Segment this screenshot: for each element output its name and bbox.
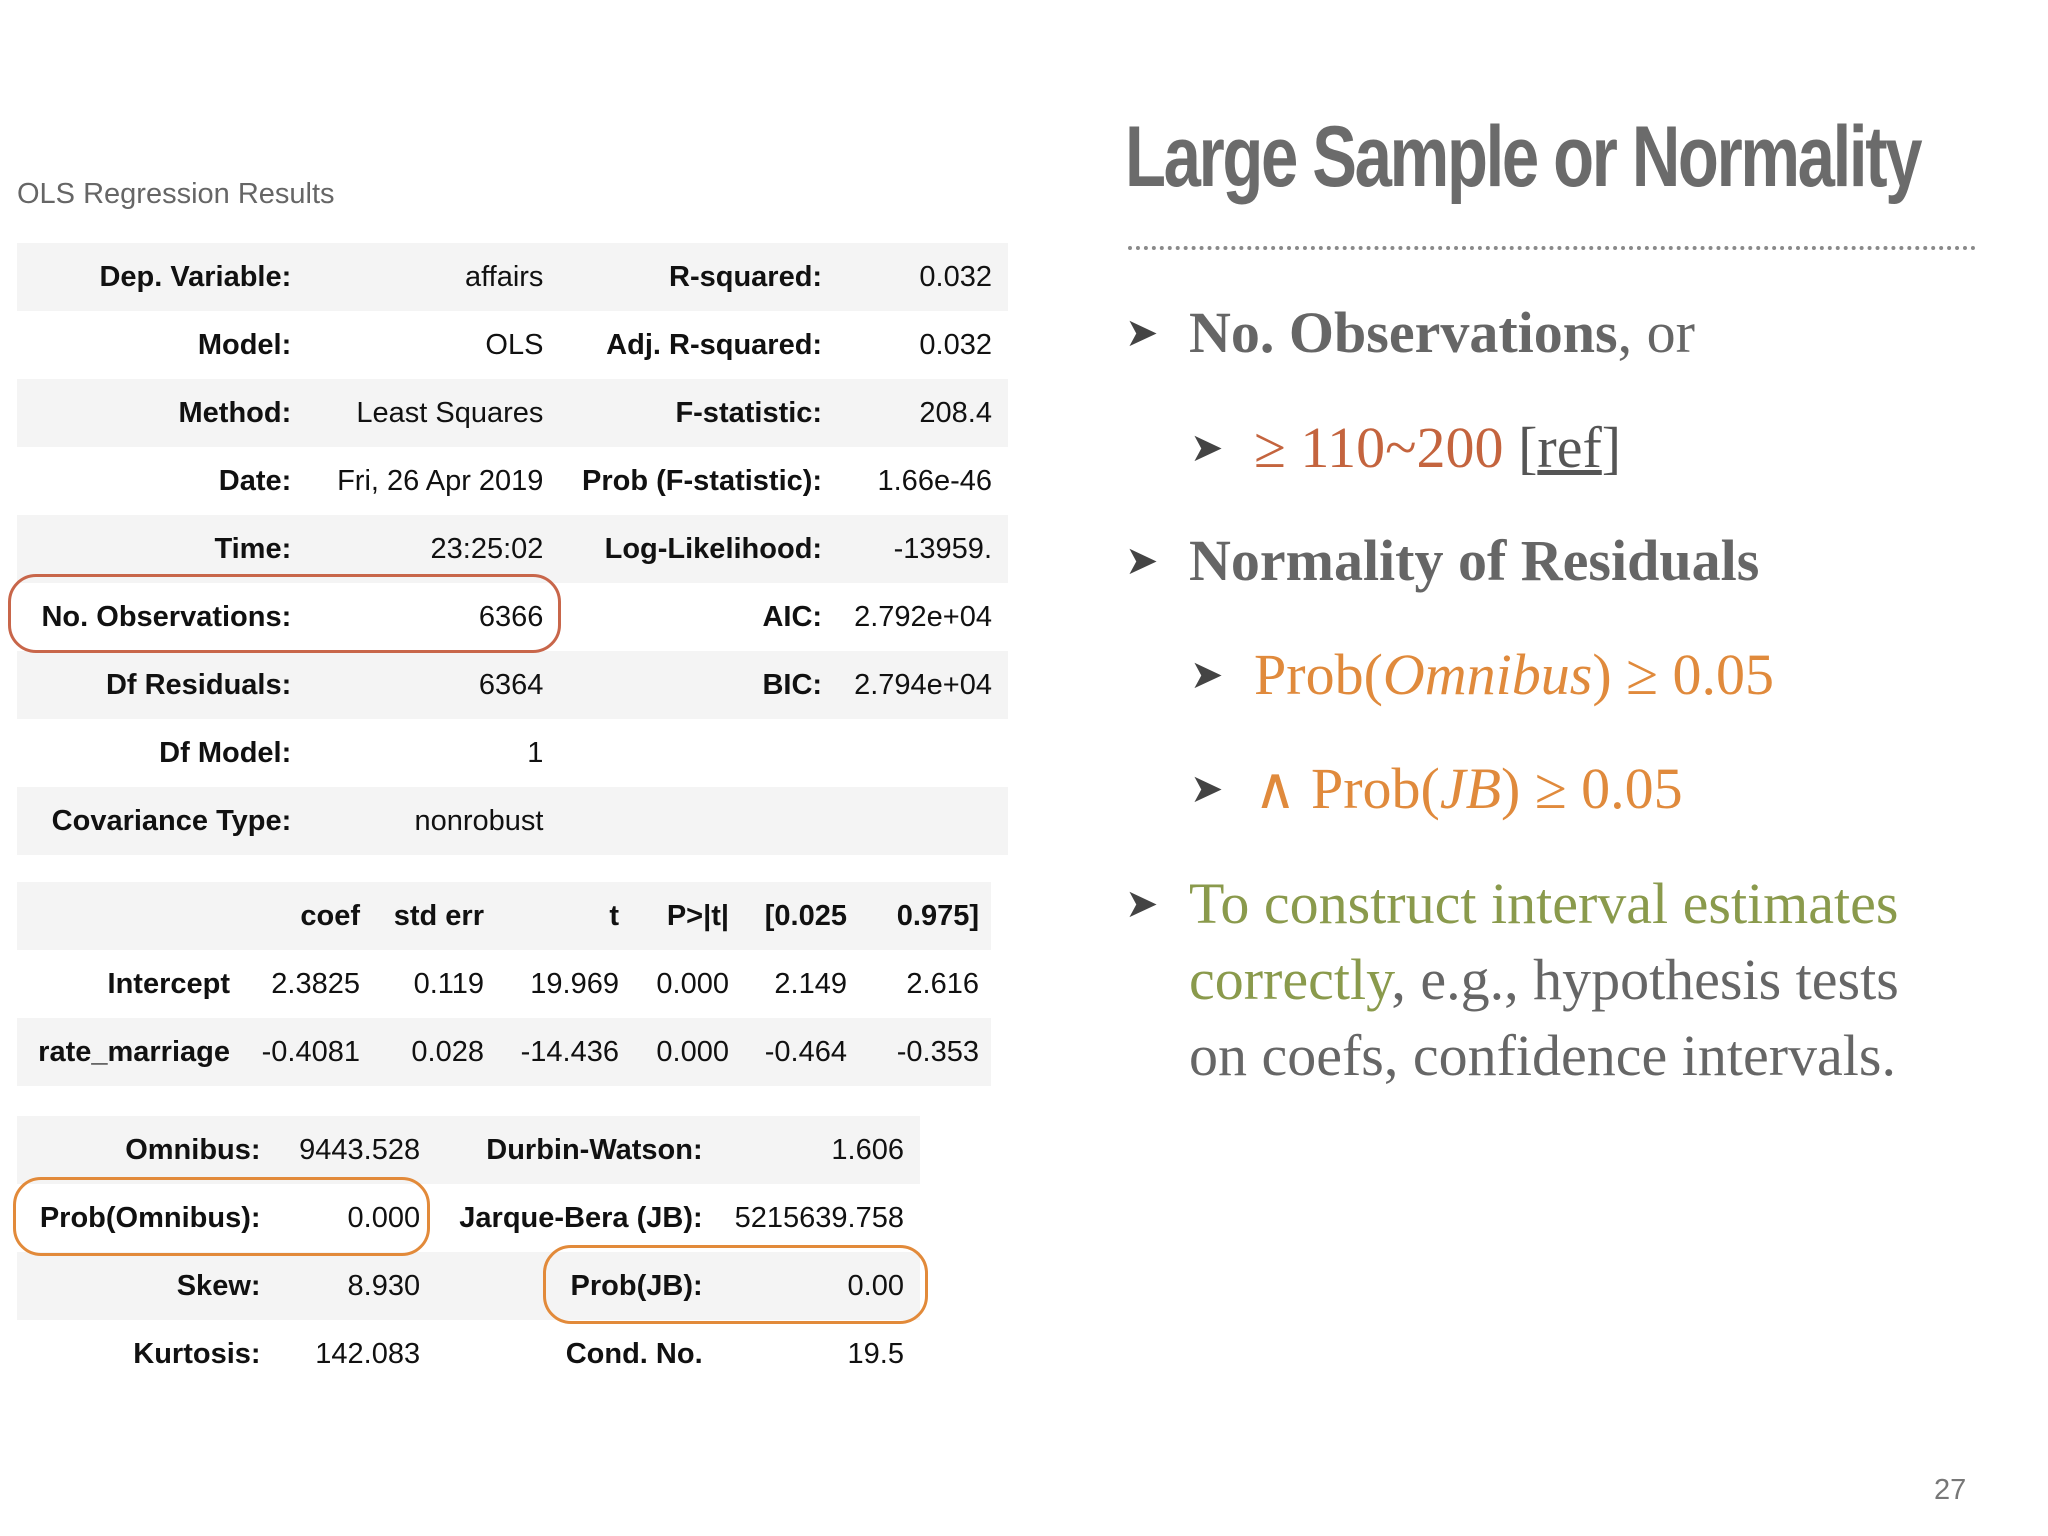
summary-cell: OLS [485,328,544,361]
diagnostics-row [17,1184,920,1252]
diagnostics-row [17,1252,920,1320]
summary-cell: 0.032 [919,328,992,361]
diagnostics-row [17,1320,920,1388]
diagnostics-cell: 1.606 [719,1116,920,1184]
omnibus-suffix: ) ≥ 0.05 [1592,642,1775,707]
coef-cell: -14.436 [496,1018,631,1086]
summary-cell: 1 [527,736,544,769]
coef-cell: 2.3825 [242,950,372,1018]
summary-row [17,379,1008,447]
coef-cell: P>|t| [631,882,741,950]
summary-cell: Time: [17,515,307,583]
coef-cell: 2.149 [741,950,859,1018]
summary-cell: AIC: [762,600,823,633]
ci-line3: on coefs, confidence intervals. [1189,1023,1896,1088]
summary-cell: No. Observations: [41,600,292,633]
summary-cell: 208.4 [838,379,1008,447]
diagnostics-cell: Kurtosis: [133,1337,261,1370]
coef-cell [17,882,242,950]
bullet-arrow-icon: ➤ [1125,310,1159,355]
summary-cell [838,719,1008,787]
bullet-prob-jb [1190,751,1683,827]
summary-row [17,651,1008,719]
diagnostics-cell: 19.5 [847,1337,904,1370]
diagnostics-cell: 8.930 [277,1252,437,1320]
bullet-normality [1125,523,1759,599]
summary-cell: Adj. R-squared: [606,328,823,361]
sample-range-text: ≥ 110~200 [1254,415,1519,480]
diagnostics-cell: Prob(Omnibus): [39,1201,261,1234]
summary-row [17,447,1008,515]
diagnostics-cell: Cond. No. [565,1337,703,1370]
summary-cell: Least Squares [307,379,559,447]
ci-line1: To construct interval estimates [1189,871,1899,936]
summary-row [17,719,1008,787]
summary-row [17,583,1008,651]
coef-row [17,882,991,950]
summary-cell: 2.794e+04 [838,651,1008,719]
diagnostics-cell: Jarque-Bera (JB): [459,1201,703,1234]
summary-cell: F-statistic: [559,379,838,447]
jb-suffix: ) ≥ 0.05 [1501,756,1683,821]
coef-cell: -0.4081 [242,1018,372,1086]
omnibus-italic: Omnibus [1382,642,1593,707]
bullet-observations-rest: , or [1617,300,1695,365]
coef-cell: Intercept [17,950,242,1018]
bullet-arrow-icon: ➤ [1190,766,1224,811]
diagnostics-row [17,1116,920,1184]
model-summary-table [17,243,1008,855]
coef-cell: 19.969 [496,950,631,1018]
omnibus-prefix: Prob( [1254,642,1383,707]
coef-cell: 0.000 [631,950,741,1018]
summary-cell: Method: [17,379,307,447]
summary-cell: 1.66e-46 [877,464,992,497]
summary-cell: Dep. Variable: [17,243,307,311]
bullet-sample-range [1190,410,1621,486]
summary-cell: -13959. [838,515,1008,583]
jb-italic: JB [1439,756,1502,821]
page-number: 27 [1934,1474,1967,1506]
diagnostics-cell: 0.00 [719,1252,920,1320]
title-dotted-divider [1128,246,1976,250]
coef-cell: 0.028 [372,1018,496,1086]
ref-link[interactable]: ref [1537,415,1602,480]
summary-row [17,243,1008,311]
summary-cell: Model: [197,328,292,361]
coef-cell: 0.119 [372,950,496,1018]
slide-title: Large Sample or Normality [1125,109,1921,205]
diagnostics-cell: Omnibus: [17,1116,277,1184]
summary-cell: 6366 [478,600,544,633]
summary-cell: Log-Likelihood: [559,515,838,583]
coef-cell: std err [372,882,496,950]
bullet-normality-text: Normality of Residuals [1189,528,1760,593]
diagnostics-cell: Skew: [17,1252,277,1320]
summary-cell [838,787,1008,855]
summary-cell: Df Residuals: [17,651,307,719]
ols-results-title: OLS Regression Results [17,178,335,210]
coef-cell: -0.464 [741,1018,859,1086]
bullet-arrow-icon: ➤ [1190,425,1224,470]
summary-cell: 2.792e+04 [854,600,992,633]
summary-cell: R-squared: [559,243,838,311]
bullet-interval-estimates [1125,866,1899,1094]
summary-row [17,311,1008,379]
summary-cell: nonrobust [307,787,559,855]
summary-row [17,787,1008,855]
summary-cell: affairs [307,243,559,311]
jb-prefix: ∧ Prob( [1254,756,1440,821]
coef-cell: coef [242,882,372,950]
summary-cell: Fri, 26 Apr 2019 [337,464,544,497]
ref-bracket-close: ] [1601,415,1622,480]
summary-cell: Df Model: [159,736,292,769]
coef-cell: [0.025 [741,882,859,950]
diagnostics-cell: Durbin-Watson: [436,1116,719,1184]
summary-cell: 6364 [307,651,559,719]
coef-row [17,950,991,1018]
bullet-observations [1125,295,1695,371]
bullet-arrow-icon: ➤ [1190,652,1224,697]
coefficient-table [17,882,991,1086]
diagnostics-cell: 9443.528 [277,1116,437,1184]
summary-cell [559,719,838,787]
coef-row [17,1018,991,1086]
summary-row [17,515,1008,583]
ref-bracket-open: [ [1518,415,1538,480]
summary-cell: BIC: [559,651,838,719]
summary-cell: Prob (F-statistic): [582,464,823,497]
coef-cell: t [496,882,631,950]
coef-cell: 2.616 [859,950,991,1018]
ci-line2-green: correctly [1189,947,1392,1012]
bullet-observations-bold: No. Observations [1189,300,1618,365]
bullet-arrow-icon: ➤ [1125,538,1159,583]
summary-cell: 0.032 [838,243,1008,311]
coef-cell: 0.000 [631,1018,741,1086]
summary-cell: Covariance Type: [17,787,307,855]
summary-cell [559,787,838,855]
diagnostics-cell: Prob(JB): [436,1252,719,1320]
coef-cell: 0.975] [859,882,991,950]
bullet-arrow-icon: ➤ [1125,881,1159,926]
diagnostics-table [17,1116,920,1388]
diagnostics-cell: 142.083 [315,1337,421,1370]
bullet-prob-omnibus [1190,637,1774,713]
diagnostics-cell: 5215639.758 [734,1201,904,1234]
coef-cell: rate_marriage [17,1018,242,1086]
summary-cell: 23:25:02 [307,515,559,583]
summary-cell: Date: [218,464,292,497]
diagnostics-cell: 0.000 [347,1201,421,1234]
ci-line2-rest: , e.g., hypothesis tests [1391,947,1899,1012]
coef-cell: -0.353 [859,1018,991,1086]
